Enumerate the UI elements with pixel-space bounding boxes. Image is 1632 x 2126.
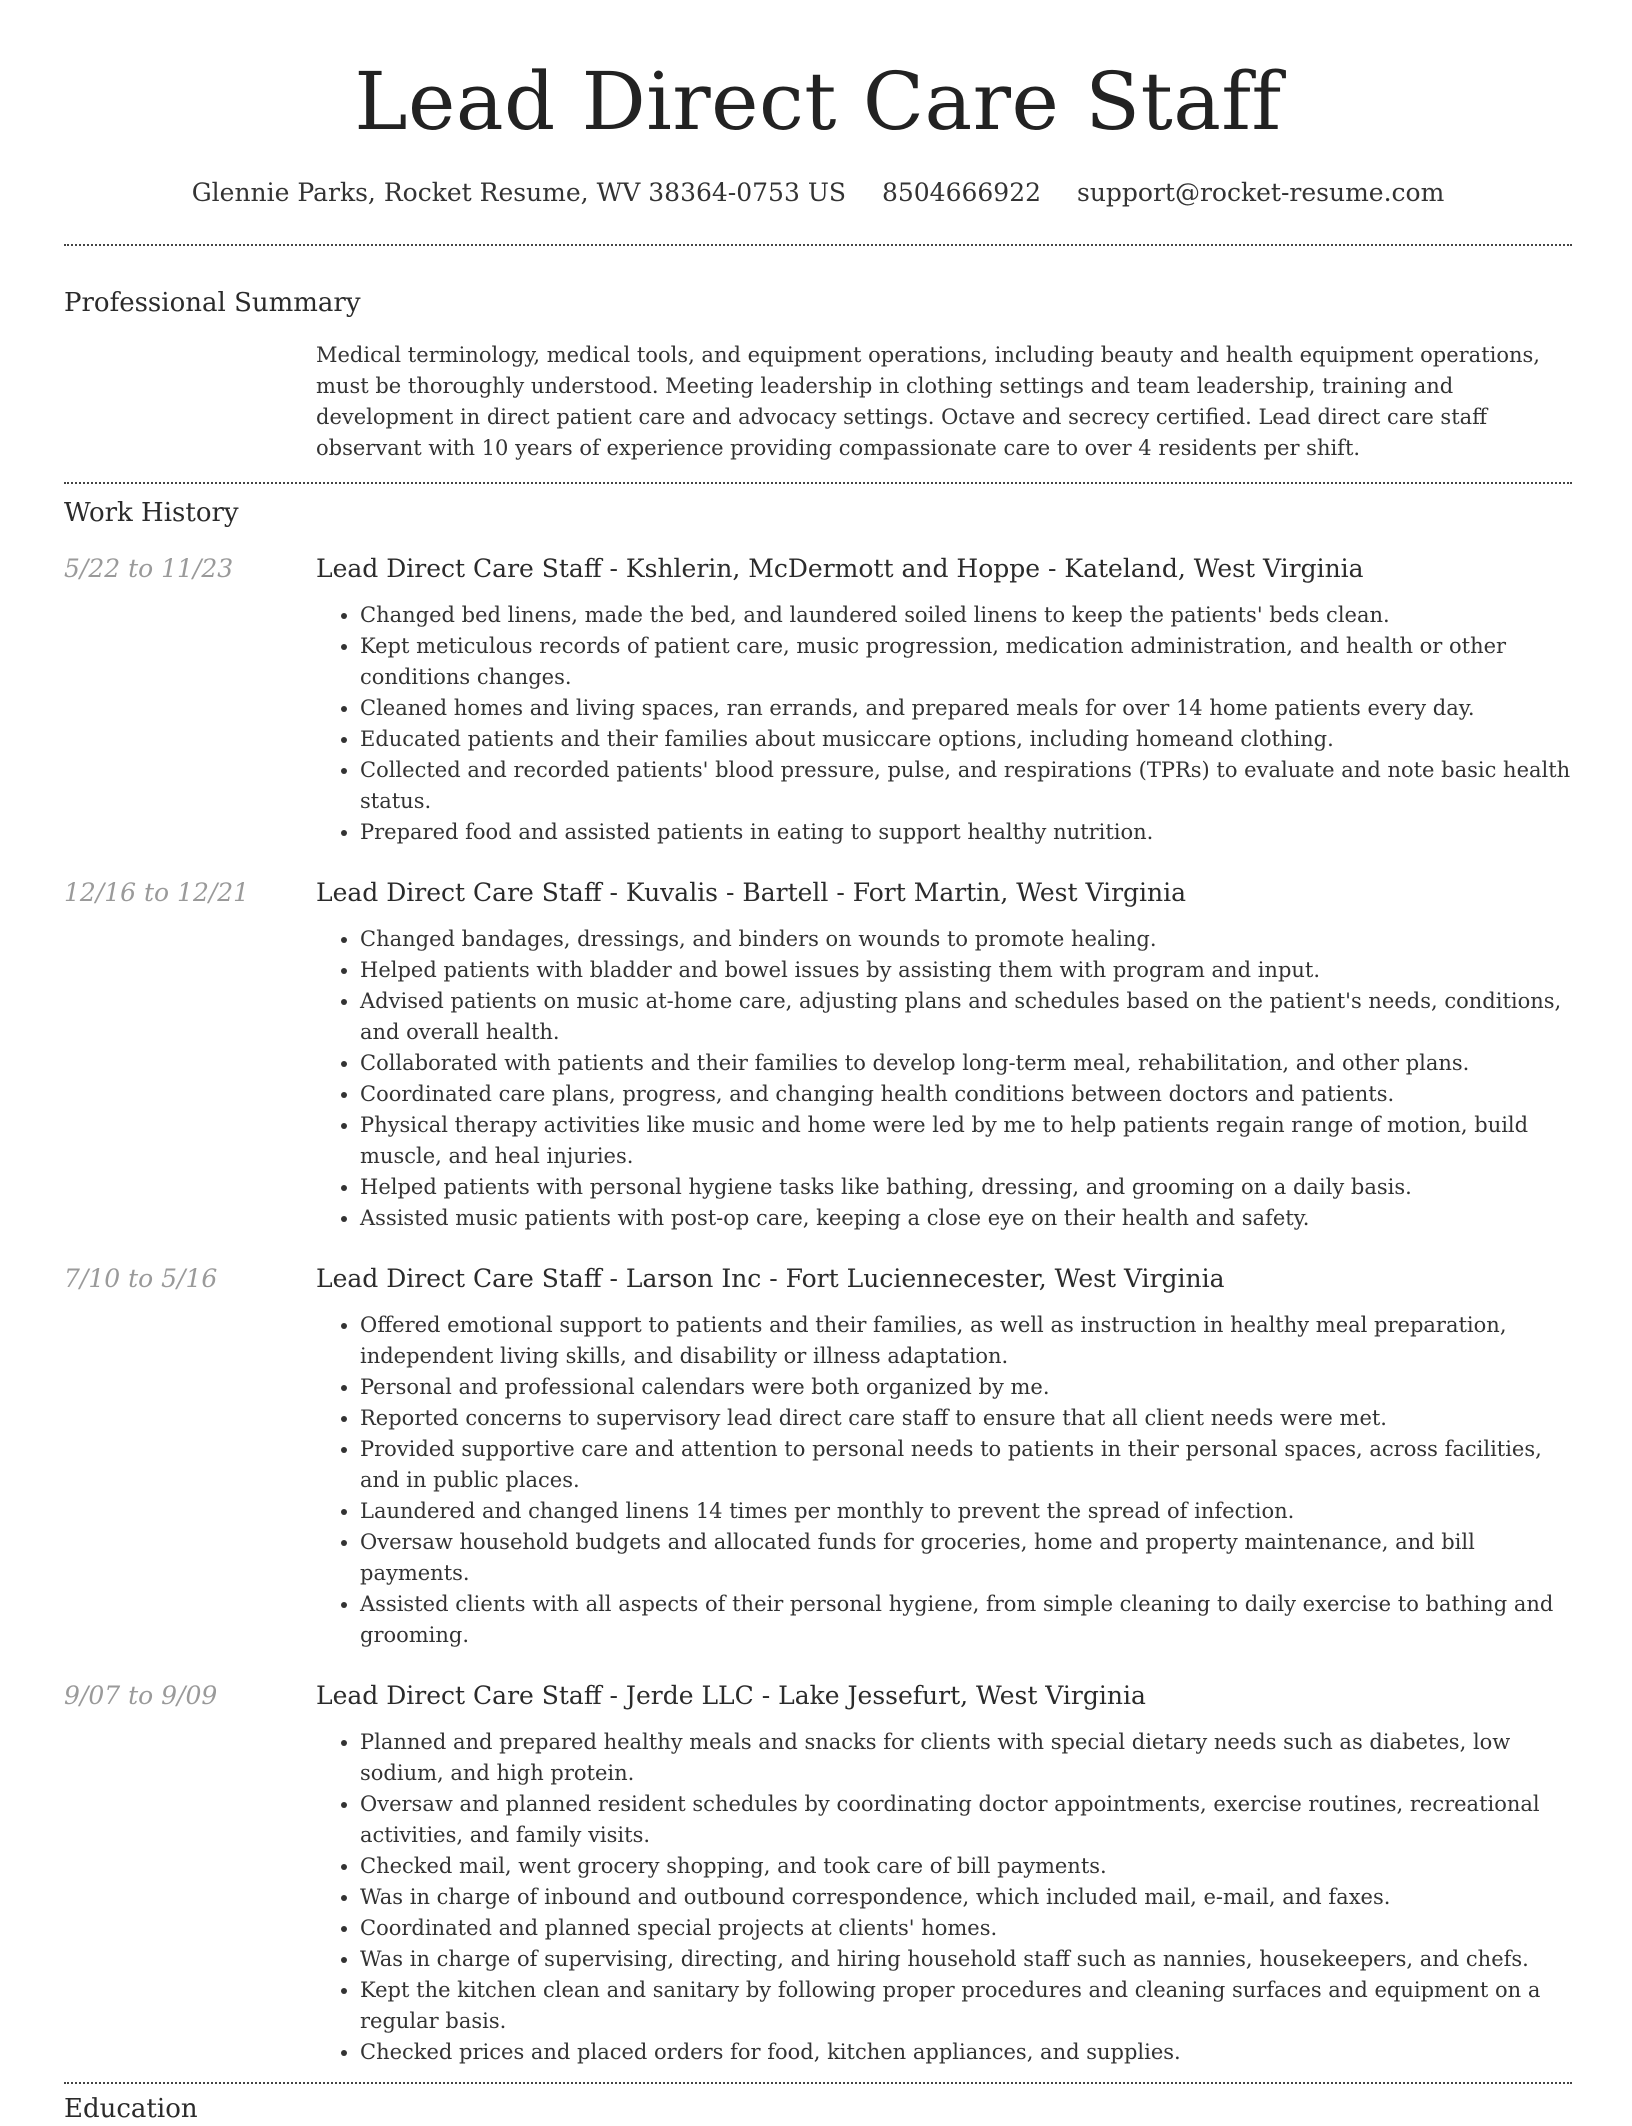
job-bullet: • Helped patients with bladder and bowel issues by assisting them with program and input. <box>360 955 1572 986</box>
work-history-section <box>64 496 1572 2068</box>
job-entry <box>64 1262 1572 1651</box>
education-heading: Education <box>64 2094 198 2124</box>
job-bullet: • Coordinated care plans, progress, and changing health conditions between doctors and patients. <box>360 1079 1572 1110</box>
job-bullet: • Was in charge of supervising, directing, and hiring household staff such as nannies, housekeepers, and chefs. <box>360 1944 1572 1975</box>
job-heading: Lead Direct Care Staff - Larson Inc - Fort Luciennecester, West Virginia <box>316 1264 1225 1293</box>
job-bullet: • Checked prices and placed orders for food, kitchen appliances, and supplies. <box>360 2037 1572 2068</box>
job-dates: 5/22 to 11/23 <box>64 554 234 583</box>
job-dates: 9/07 to 9/09 <box>64 1681 218 1710</box>
job-bullet: • Reported concerns to supervisory lead direct care staff to ensure that all client needs were met. <box>360 1403 1572 1434</box>
job-bullet: • Assisted music patients with post-op care, keeping a close eye on their health and safety. <box>360 1203 1572 1234</box>
job-heading: Lead Direct Care Staff - Jerde LLC - Lake Jessefurt, West Virginia <box>316 1681 1146 1710</box>
section-divider <box>64 482 1572 484</box>
job-bullets <box>316 1727 1572 2068</box>
job-bullet: • Changed bed linens, made the bed, and laundered soiled linens to keep the patients' beds clean. <box>360 600 1572 631</box>
job-bullet: • Kept the kitchen clean and sanitary by following proper procedures and cleaning surfaces and equipment on a regular basis. <box>360 1975 1572 2037</box>
resume-page <box>64 0 1572 2126</box>
job-bullet: • Oversaw and planned resident schedules by coordinating doctor appointments, exercise routines, recreational activities, and family visits. <box>360 1789 1572 1851</box>
job-bullet: • Educated patients and their families about musiccare options, including homeand clothing. <box>360 724 1572 755</box>
summary-heading: Professional Summary <box>64 288 361 318</box>
job-dates: 12/16 to 12/21 <box>64 878 250 907</box>
professional-summary-section <box>64 286 1572 464</box>
job-bullet: • Advised patients on music at-home care, adjusting plans and schedules based on the patient's needs, conditions, and overall health. <box>360 986 1572 1048</box>
job-bullet: • Oversaw household budgets and allocated funds for groceries, home and property maintenance, and bill payments. <box>360 1527 1572 1589</box>
job-bullet: • Prepared food and assisted patients in eating to support healthy nutrition. <box>360 817 1572 848</box>
job-entry <box>64 1679 1572 2068</box>
job-bullet: • Changed bandages, dressings, and binders on wounds to promote healing. <box>360 924 1572 955</box>
work-history-heading: Work History <box>64 498 239 528</box>
contact-line <box>64 176 1572 210</box>
job-bullet: • Checked mail, went grocery shopping, and took care of bill payments. <box>360 1851 1572 1882</box>
contact-address: Glennie Parks, Rocket Resume, WV 38364-0753 US <box>191 178 847 207</box>
job-dates: 7/10 to 5/16 <box>64 1264 218 1293</box>
job-bullet: • Personal and professional calendars were both organized by me. <box>360 1372 1572 1403</box>
job-bullet: • Offered emotional support to patients and their families, as well as instruction in healthy meal preparation, independent living skills, and disability or illness adaptation. <box>360 1310 1572 1372</box>
job-bullets <box>316 924 1572 1234</box>
job-heading: Lead Direct Care Staff - Kuvalis - Bartell - Fort Martin, West Virginia <box>316 878 1187 907</box>
contact-email: support@rocket-resume.com <box>1076 178 1445 207</box>
job-bullet: • Collaborated with patients and their families to develop long-term meal, rehabilitation, and other plans. <box>360 1048 1572 1079</box>
job-bullet: • Physical therapy activities like music and home were led by me to help patients regain range of motion, build muscle, and heal injuries. <box>360 1110 1572 1172</box>
section-divider <box>64 2082 1572 2084</box>
contact-phone: 8504666922 <box>881 178 1042 207</box>
job-bullet: • Provided supportive care and attention to personal needs to patients in their personal spaces, across facilities, and in public places. <box>360 1434 1572 1496</box>
job-bullet: • Was in charge of inbound and outbound correspondence, which included mail, e-mail, and faxes. <box>360 1882 1572 1913</box>
job-entry <box>64 552 1572 848</box>
job-bullet: • Planned and prepared healthy meals and snacks for clients with special dietary needs such as diabetes, low sodium, and high protein. <box>360 1727 1572 1789</box>
page-title: Lead Direct Care Staff <box>354 55 1282 148</box>
job-bullet: • Helped patients with personal hygiene tasks like bathing, dressing, and grooming on a daily basis. <box>360 1172 1572 1203</box>
job-bullets <box>316 600 1572 848</box>
education-section <box>64 2092 1572 2126</box>
job-heading: Lead Direct Care Staff - Kshlerin, McDermott and Hoppe - Kateland, West Virginia <box>316 554 1364 583</box>
summary-text: Medical terminology, medical tools, and equipment operations, including beauty and health equipment operations, must be thoroughly understood. Meeting leadership in clothing settings and team leadership, training and development in direct patient care and advocacy settings. Octave and secrecy certified. Lead direct care staff observant with 10 years of experience providing compassionate care to over 4 residents per shift. <box>316 343 1540 460</box>
section-divider <box>64 244 1572 246</box>
job-entry <box>64 876 1572 1234</box>
job-bullet: • Coordinated and planned special projects at clients' homes. <box>360 1913 1572 1944</box>
job-bullet: • Cleaned homes and living spaces, ran errands, and prepared meals for over 14 home patients every day. <box>360 693 1572 724</box>
job-bullet: • Laundered and changed linens 14 times per monthly to prevent the spread of infection. <box>360 1496 1572 1527</box>
job-bullets <box>316 1310 1572 1651</box>
job-bullet: • Assisted clients with all aspects of their personal hygiene, from simple cleaning to daily exercise to bathing and grooming. <box>360 1589 1572 1651</box>
job-bullet: • Kept meticulous records of patient care, music progression, medication administration, and health or other conditions changes. <box>360 631 1572 693</box>
job-bullet: • Collected and recorded patients' blood pressure, pulse, and respirations (TPRs) to evaluate and note basic health status. <box>360 755 1572 817</box>
